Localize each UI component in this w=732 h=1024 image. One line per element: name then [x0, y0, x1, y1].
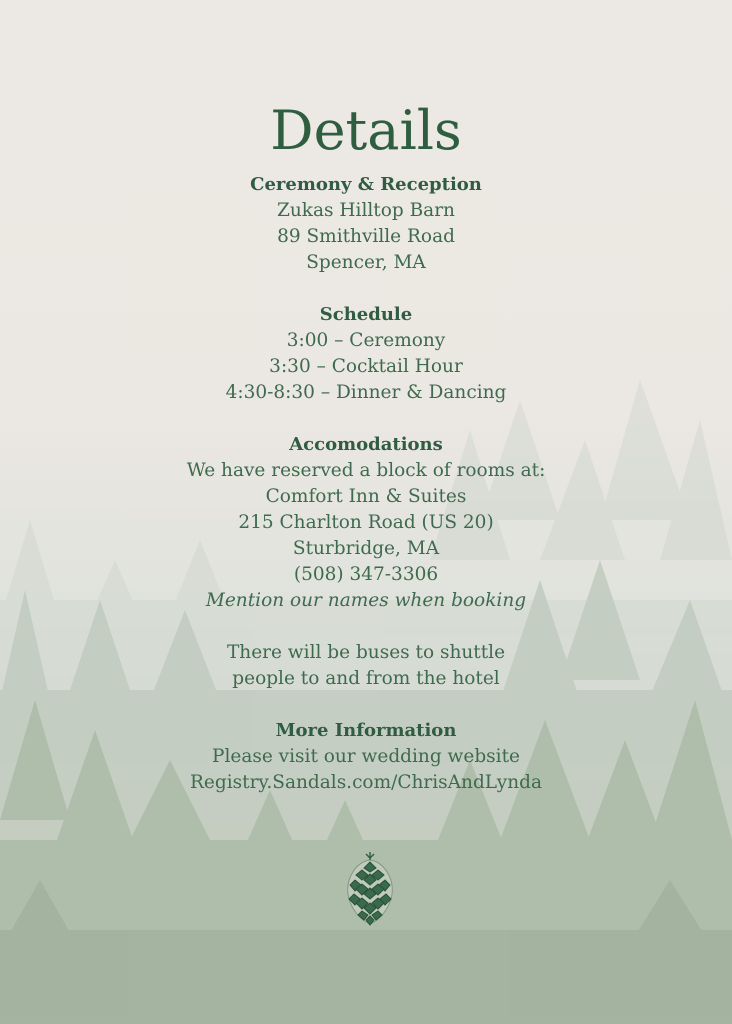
schedule-section: [0, 302, 732, 406]
schedule-heading: Schedule: [319, 304, 413, 325]
more-info-text: Please visit our wedding website: [212, 746, 520, 767]
schedule-item: 3:00 – Ceremony: [286, 330, 446, 351]
hotel-city: Sturbridge, MA: [292, 538, 440, 559]
venue-street: 89 Smithville Road: [277, 226, 455, 247]
hotel-name: Comfort Inn & Suites: [265, 486, 467, 507]
shuttle-line: people to and from the hotel: [232, 668, 500, 689]
schedule-item: 3:30 – Cocktail Hour: [269, 356, 463, 377]
schedule-item: 4:30-8:30 – Dinner & Dancing: [225, 382, 507, 403]
accommodations-heading: Accomodations: [289, 434, 443, 455]
more-info-heading: More Information: [275, 720, 457, 741]
hotel-phone: (508) 347-3306: [293, 564, 439, 585]
pinecone-icon: [338, 848, 402, 928]
hotel-street: 215 Charlton Road (US 20): [238, 512, 494, 533]
page-title: Details: [270, 99, 462, 162]
shuttle-line: There will be buses to shuttle: [226, 642, 506, 663]
ceremony-section: [0, 172, 732, 276]
shuttle-section: [0, 640, 732, 692]
accommodations-intro: We have reserved a block of rooms at:: [186, 460, 546, 481]
website-link[interactable]: Registry.Sandals.com/ChrisAndLynda: [190, 772, 542, 793]
more-info-section: [0, 718, 732, 796]
ceremony-heading: Ceremony & Reception: [250, 174, 482, 195]
venue-name: Zukas Hilltop Barn: [277, 200, 455, 221]
venue-city: Spencer, MA: [306, 252, 426, 273]
booking-note: Mention our names when booking: [205, 590, 527, 611]
details-content: [0, 96, 732, 796]
accommodations-section: [0, 432, 732, 614]
